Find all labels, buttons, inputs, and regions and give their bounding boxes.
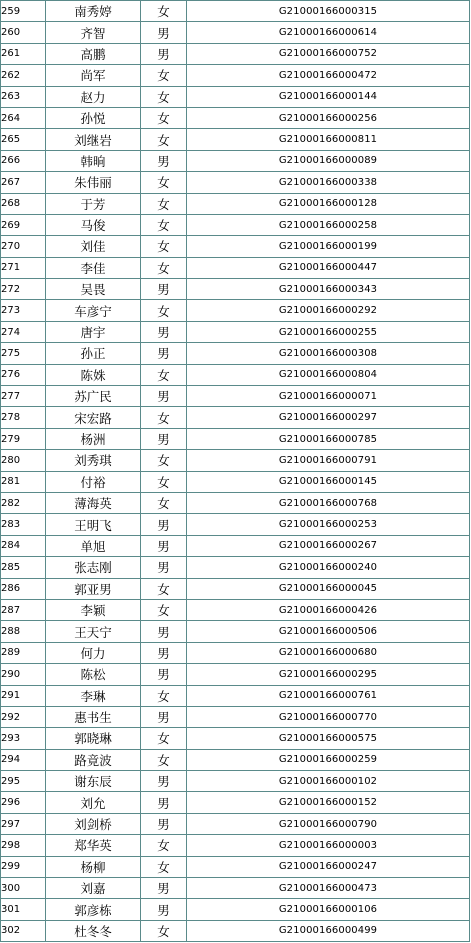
table-row (1, 257, 470, 278)
table-row (1, 129, 470, 150)
registration-id: G21000166000128 (187, 193, 470, 214)
registration-id: G21000166000145 (187, 471, 470, 492)
person-name: 谢东辰 (46, 771, 141, 792)
row-number: 289 (1, 642, 46, 663)
registration-id: G21000166000770 (187, 706, 470, 727)
registration-id: G21000166000785 (187, 428, 470, 449)
person-name: 刘佳 (46, 236, 141, 257)
person-name: 孙悦 (46, 107, 141, 128)
table-row (1, 321, 470, 342)
registration-id: G21000166000343 (187, 279, 470, 300)
table-row (1, 813, 470, 834)
table-row (1, 578, 470, 599)
person-name: 齐智 (46, 22, 141, 43)
gender: 女 (141, 749, 187, 770)
registration-id: G21000166000811 (187, 129, 470, 150)
registration-id: G21000166000472 (187, 65, 470, 86)
table-row (1, 43, 470, 64)
gender: 女 (141, 856, 187, 877)
row-number: 298 (1, 835, 46, 856)
gender: 女 (141, 193, 187, 214)
row-number: 294 (1, 749, 46, 770)
gender: 女 (141, 492, 187, 513)
gender: 男 (141, 428, 187, 449)
row-number: 267 (1, 172, 46, 193)
table-row (1, 193, 470, 214)
row-number: 279 (1, 428, 46, 449)
gender: 女 (141, 450, 187, 471)
table-row (1, 150, 470, 171)
registration-id: G21000166000297 (187, 407, 470, 428)
gender: 女 (141, 107, 187, 128)
gender: 女 (141, 578, 187, 599)
registration-id: G21000166000152 (187, 792, 470, 813)
row-number: 299 (1, 856, 46, 877)
person-name: 宋宏路 (46, 407, 141, 428)
gender: 女 (141, 728, 187, 749)
table-row (1, 492, 470, 513)
gender: 女 (141, 236, 187, 257)
person-name: 于芳 (46, 193, 141, 214)
table-row (1, 236, 470, 257)
person-name: 王明飞 (46, 514, 141, 535)
person-name: 付裕 (46, 471, 141, 492)
registration-id: G21000166000761 (187, 685, 470, 706)
table-row (1, 22, 470, 43)
registration-id: G21000166000106 (187, 899, 470, 920)
row-number: 297 (1, 813, 46, 834)
row-number: 282 (1, 492, 46, 513)
registration-id: G21000166000614 (187, 22, 470, 43)
person-name: 郭亚男 (46, 578, 141, 599)
registration-id: G21000166000253 (187, 514, 470, 535)
registration-id: G21000166000315 (187, 1, 470, 22)
gender: 女 (141, 86, 187, 107)
person-name: 南秀婷 (46, 1, 141, 22)
person-name: 陈姝 (46, 364, 141, 385)
table-row (1, 920, 470, 941)
registration-id: G21000166000089 (187, 150, 470, 171)
table-row (1, 450, 470, 471)
table-row (1, 86, 470, 107)
person-name: 陈松 (46, 664, 141, 685)
row-number: 268 (1, 193, 46, 214)
registration-id: G21000166000768 (187, 492, 470, 513)
table-row (1, 471, 470, 492)
row-number: 286 (1, 578, 46, 599)
person-name: 郭晓琳 (46, 728, 141, 749)
row-number: 264 (1, 107, 46, 128)
gender: 男 (141, 642, 187, 663)
table-row (1, 621, 470, 642)
registration-id: G21000166000003 (187, 835, 470, 856)
registration-id: G21000166000256 (187, 107, 470, 128)
registration-id: G21000166000680 (187, 642, 470, 663)
row-number: 300 (1, 878, 46, 899)
table-row (1, 599, 470, 620)
person-name: 刘嘉 (46, 878, 141, 899)
person-name: 赵力 (46, 86, 141, 107)
person-name: 高鹏 (46, 43, 141, 64)
person-name: 刘秀琪 (46, 450, 141, 471)
gender: 女 (141, 300, 187, 321)
table-row (1, 300, 470, 321)
table-row (1, 749, 470, 770)
row-number: 265 (1, 129, 46, 150)
person-name: 朱伟丽 (46, 172, 141, 193)
person-name: 李颖 (46, 599, 141, 620)
person-name: 唐宇 (46, 321, 141, 342)
registration-id: G21000166000199 (187, 236, 470, 257)
row-number: 276 (1, 364, 46, 385)
table-row (1, 685, 470, 706)
row-number: 266 (1, 150, 46, 171)
row-number: 273 (1, 300, 46, 321)
gender: 男 (141, 878, 187, 899)
row-number: 290 (1, 664, 46, 685)
registration-id: G21000166000255 (187, 321, 470, 342)
person-name: 何力 (46, 642, 141, 663)
row-number: 272 (1, 279, 46, 300)
registration-id: G21000166000144 (187, 86, 470, 107)
table-row (1, 856, 470, 877)
person-name: 单旭 (46, 535, 141, 556)
gender: 男 (141, 43, 187, 64)
row-number: 301 (1, 899, 46, 920)
row-number: 274 (1, 321, 46, 342)
person-name: 孙正 (46, 343, 141, 364)
table-row (1, 728, 470, 749)
gender: 女 (141, 920, 187, 941)
registration-id: G21000166000506 (187, 621, 470, 642)
table-row (1, 535, 470, 556)
gender: 男 (141, 22, 187, 43)
table-row (1, 664, 470, 685)
gender: 男 (141, 150, 187, 171)
person-name: 苏广民 (46, 386, 141, 407)
gender: 男 (141, 813, 187, 834)
person-name: 吴畏 (46, 279, 141, 300)
gender: 女 (141, 835, 187, 856)
table-row (1, 214, 470, 235)
row-number: 270 (1, 236, 46, 257)
row-number: 285 (1, 557, 46, 578)
table-row (1, 557, 470, 578)
gender: 女 (141, 214, 187, 235)
person-name: 韩晌 (46, 150, 141, 171)
row-number: 280 (1, 450, 46, 471)
gender: 女 (141, 471, 187, 492)
registration-id: G21000166000575 (187, 728, 470, 749)
row-number: 291 (1, 685, 46, 706)
registration-id: G21000166000791 (187, 450, 470, 471)
row-number: 281 (1, 471, 46, 492)
row-number: 263 (1, 86, 46, 107)
registration-id: G21000166000240 (187, 557, 470, 578)
table-row (1, 343, 470, 364)
gender: 女 (141, 129, 187, 150)
table-row (1, 899, 470, 920)
registration-id: G21000166000259 (187, 749, 470, 770)
registration-id: G21000166000752 (187, 43, 470, 64)
row-number: 261 (1, 43, 46, 64)
gender: 男 (141, 706, 187, 727)
registration-id: G21000166000790 (187, 813, 470, 834)
person-name: 李佳 (46, 257, 141, 278)
gender: 女 (141, 257, 187, 278)
gender: 男 (141, 535, 187, 556)
table-row (1, 172, 470, 193)
row-number: 277 (1, 386, 46, 407)
gender: 男 (141, 343, 187, 364)
row-number: 283 (1, 514, 46, 535)
registration-id: G21000166000071 (187, 386, 470, 407)
person-name: 王天宁 (46, 621, 141, 642)
row-number: 262 (1, 65, 46, 86)
table-row (1, 65, 470, 86)
gender: 女 (141, 685, 187, 706)
gender: 男 (141, 557, 187, 578)
table-row (1, 771, 470, 792)
gender: 女 (141, 364, 187, 385)
person-name: 杜冬冬 (46, 920, 141, 941)
gender: 男 (141, 279, 187, 300)
person-name: 张志刚 (46, 557, 141, 578)
gender: 男 (141, 899, 187, 920)
person-name: 李琳 (46, 685, 141, 706)
registration-id: G21000166000102 (187, 771, 470, 792)
gender: 女 (141, 599, 187, 620)
registration-id: G21000166000804 (187, 364, 470, 385)
gender: 男 (141, 386, 187, 407)
table-row (1, 107, 470, 128)
registration-id: G21000166000473 (187, 878, 470, 899)
registration-id: G21000166000267 (187, 535, 470, 556)
table-row (1, 364, 470, 385)
row-number: 271 (1, 257, 46, 278)
table-row (1, 706, 470, 727)
person-name: 刘允 (46, 792, 141, 813)
row-number: 259 (1, 1, 46, 22)
roster-body (1, 1, 470, 942)
row-number: 288 (1, 621, 46, 642)
gender: 男 (141, 664, 187, 685)
person-name: 路竟波 (46, 749, 141, 770)
gender: 男 (141, 792, 187, 813)
gender: 男 (141, 514, 187, 535)
row-number: 296 (1, 792, 46, 813)
person-name: 刘继岩 (46, 129, 141, 150)
row-number: 287 (1, 599, 46, 620)
table-row (1, 792, 470, 813)
row-number: 260 (1, 22, 46, 43)
table-row (1, 514, 470, 535)
registration-id: G21000166000447 (187, 257, 470, 278)
row-number: 269 (1, 214, 46, 235)
row-number: 293 (1, 728, 46, 749)
person-name: 刘剑桥 (46, 813, 141, 834)
registration-id: G21000166000258 (187, 214, 470, 235)
gender: 女 (141, 172, 187, 193)
person-name: 杨柳 (46, 856, 141, 877)
registration-id: G21000166000499 (187, 920, 470, 941)
row-number: 278 (1, 407, 46, 428)
person-name: 马俊 (46, 214, 141, 235)
gender: 女 (141, 65, 187, 86)
gender: 男 (141, 621, 187, 642)
person-name: 郭彦栋 (46, 899, 141, 920)
table-row (1, 878, 470, 899)
person-name: 尚军 (46, 65, 141, 86)
gender: 男 (141, 321, 187, 342)
table-row (1, 1, 470, 22)
table-row (1, 279, 470, 300)
row-number: 284 (1, 535, 46, 556)
registration-id: G21000166000308 (187, 343, 470, 364)
gender: 女 (141, 1, 187, 22)
registration-id: G21000166000045 (187, 578, 470, 599)
row-number: 295 (1, 771, 46, 792)
person-name: 杨洲 (46, 428, 141, 449)
row-number: 302 (1, 920, 46, 941)
person-name: 车彦宁 (46, 300, 141, 321)
registration-id: G21000166000338 (187, 172, 470, 193)
registration-id: G21000166000292 (187, 300, 470, 321)
gender: 女 (141, 407, 187, 428)
registration-id: G21000166000426 (187, 599, 470, 620)
row-number: 292 (1, 706, 46, 727)
row-number: 275 (1, 343, 46, 364)
table-row (1, 386, 470, 407)
table-row (1, 835, 470, 856)
table-row (1, 642, 470, 663)
person-name: 郑华英 (46, 835, 141, 856)
table-row (1, 428, 470, 449)
registration-id: G21000166000295 (187, 664, 470, 685)
gender: 男 (141, 771, 187, 792)
table-row (1, 407, 470, 428)
registration-id: G21000166000247 (187, 856, 470, 877)
person-name: 薄海英 (46, 492, 141, 513)
person-name: 惠书生 (46, 706, 141, 727)
